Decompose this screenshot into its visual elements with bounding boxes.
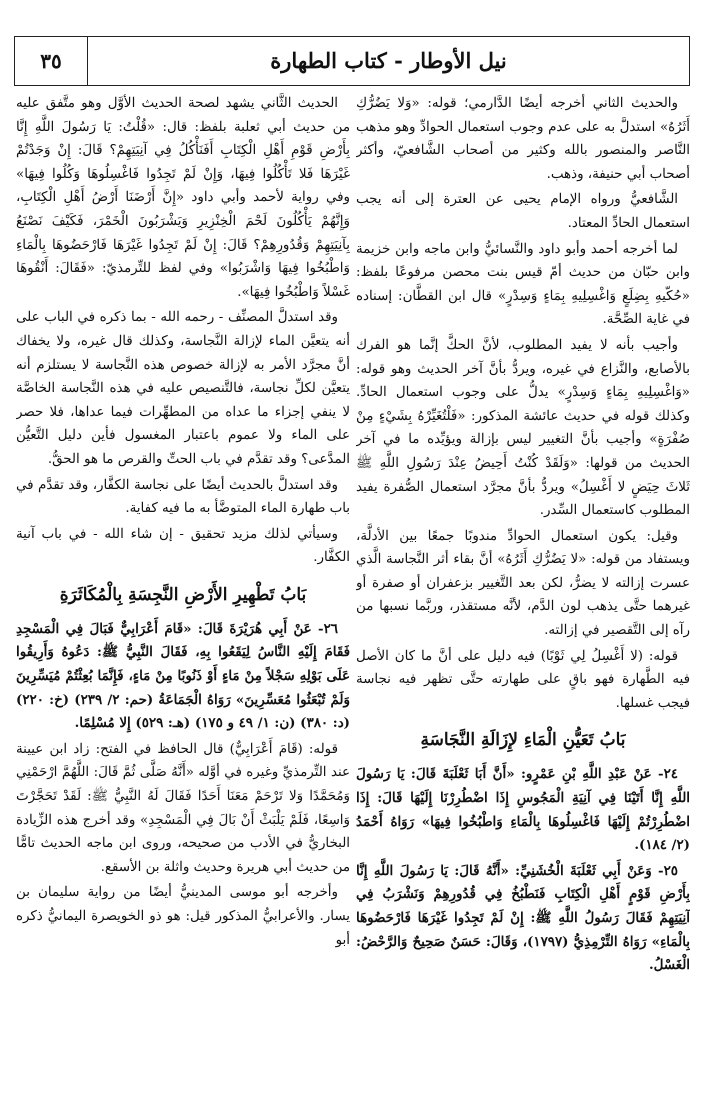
paragraph: وقيل: يكون استعمال الحوادِّ مندوبًا جمعًا بين الأدلَّة، ويستفاد من قوله: «لا يَضُرُّكِ أَثَرُهُ» أنَّ بقاء أثر النَّجاسة الَّذي عسرت إزالته لا يضرُّ، لكن بعد التَّغيير بزعفران أو صفرة أو غيرهما حتَّى يذهب لون الدَّم، لأنَّه مستقذر، وربَّما نسبها من رآه إلى التَّقصير في إزالته.: [356, 528, 690, 639]
running-title: نيل الأوطار - كتاب الطهارة: [87, 37, 689, 85]
hadith-26: ٢٦- عَنْ أَبِي هُرَيْرَةَ قَالَ: «قَامَ أَعْرَابِيٌّ فَبَالَ فِي الْمَسْجِدِ فَقَامَ إِلَيْهِ النَّاسُ لِيَقَعُوا بِهِ، فَقَالَ النَّبِيُّ ﷺ: دَعُوهُ وَأَرِيقُوا عَلَى بَوْلِهِ سَجْلاً مِنْ مَاءٍ أَوْ ذَنُوبًا مِنْ مَاءٍ، فَإِنَّمَا بُعِثْتُمْ مُيَسِّرِينَ وَلَمْ تُبْعَثُوا مُعَسِّرِينَ» رَوَاهُ الْجَمَاعَةُ (حم: ٢/ ٢٣٩) (خ: ٢٢٠) (د: ٣٨٠) (ن: ١/ ٤٩ و ١٧٥) (هـ: ٥٢٩) إِلا مُسْلِمًا.: [16, 620, 350, 732]
paragraph: وقد استدلَّ المصنِّف - رحمه الله - بما ذكره في الباب على أنه يتعيَّن الماء لإزالة النَّجاسة، وكذلك قال غيره، ولا يخفاك أنَّ مجرَّد الأمر به لإزالة خصوص هذه النَّجاسة لا يستلزم أنه يتعيَّن لكلِّ نجاسة، فالتَّنصيص عليه في هذه النَّجاسة الخاصَّة لا ينفي إجزاء ما عداه من المطهِّرات فيما عداها، فلا حصر على الماء ولا عموم باعتبار المغسول فأين دليل التَّعيُّن المدَّعى؟ وقد تقدَّم في باب الحتِّ والقرص ما هو الحقُّ.: [16, 310, 350, 467]
chapter-heading: بَابُ تَعَيُّنِ الْمَاءِ لإِزَالَةِ النَّجَاسَةِ: [420, 730, 626, 751]
page-header: [14, 36, 690, 86]
paragraph: وأجيب بأنه لا يفيد المطلوب، لأنَّ الحكَّ إنَّما هو الفرك بالأصابع، والنَّزاع في غيره، ويردُّ بأنَّ آخر الحديث وهو قوله: «وَاغْسِلِيهِ بِمَاءٍ وَسِدْرٍ» يدلُّ على وجوب استعمال الحادِّ. وكذلك قوله في حديث عائشة المذكور: «فَلْتُغَيِّرْهُ بِشَيْءٍ مِنْ صُفْرَةٍ» وأجيب بأنَّ التغيير ليس بإزالة ويؤيِّده ما في آخر الحديث من قولها: «وَلَقَدْ كُنْتُ أَحِيضُ عِنْدَ رَسُولِ اللَّهِ ﷺ ثَلاثَ حِيَضٍ لا أَغْسِلُ» ويردُّ بأنَّ مجرَّد استعمال الصُّفرة يفيد المطلوب كاستعمال السِّدر.: [356, 337, 690, 519]
paragraph: لما أخرجه أحمد وأبو داود والنَّسائيُّ وابن ماجه وابن خزيمة وابن حبّان من حديث أمّ قيس بنت محصن مرفوعًا بلفظ: «حُكّيهِ بِضِلَعٍ وَاغْسِلِيهِ بِمَاءٍ وَسِدْرٍ» قال ابن القطَّان: إسناده في غاية الصِّحَّة.: [356, 241, 690, 328]
paragraph: قوله: (لا أَغْسِلُ لِي ثَوْبًا) فيه دليل على أنَّ ما كان الأصل فيه الطَّهارة فهو باقٍ على طهارته حتَّى تظهر فيه نجاسة فيجب غسلها.: [356, 648, 690, 711]
page-number: ٣٥: [40, 49, 62, 73]
paragraph: قوله: (قَامَ أَعْرَابِيٌّ) قال الحافظ في الفتح: زاد ابن عيينة عند التِّرمذيِّ وغيره في أوَّله «أَنَّهُ صَلَّى ثُمَّ قَالَ: اللَّهُمَّ ارْحَمْنِي وَمُحَمَّدًا وَلا تَرْحَمْ مَعَنَا أَحَدًا فَقَالَ لَهُ النَّبِيُّ ﷺ: لَقَدْ تَحَجَّرْتَ وَاسِعًا، فَلَمْ يَلْبَثْ أَنْ بَالَ فِي الْمَسْجِدِ» وقد أخرج هذه الزِّيادة البخاريُّ في الأدب من صحيحه، وروى ابن ماجه الحديث تامًّا من حديث أبي هريرة وحديث واثلة بن الأسقع.: [16, 741, 350, 875]
hadith-25: ٢٥- وَعَنْ أَبِي ثَعْلَبَةَ الْخُشَنِيِّ: «أَنَّهُ قَالَ: يَا رَسُولَ اللَّهِ إِنَّا بِأَرْضِ قَوْمٍ أَهْلِ الْكِتَابِ فَنَطْبُخُ فِي قُدُورِهِمْ وَنَشْرَبُ فِي آنِيَتِهِمْ فَقَالَ رَسُولُ اللَّهِ ﷺ: إِنْ لَمْ تَجِدُوا غَيْرَهَا فَارْحَضُوهَا بِالْمَاءِ» رَوَاهُ التِّرْمِذِيُّ (١٧٩٧)، وَقَالَ: حَسَنٌ صَحِيحٌ وَالرَّحْضُ: الْغَسْلُ.: [356, 862, 690, 974]
right-column: [356, 92, 690, 1104]
paragraph: الشَّافعيُّ ورواه الإمام يحيى عن العترة إلى أنه يجب استعمال الحادِّ المعتاد.: [356, 192, 690, 231]
paragraph: الحديث الثَّاني يشهد لصحة الحديث الأوَّل وهو متَّفق عليه من حديث أبي ثعلبة بلفظ: قال: «قُلْتُ: يَا رَسُولَ اللَّهِ إِنَّا بِأَرْضِ قَوْمِ أَهْلِ الْكِتَابِ أَفَنَأْكُلُ فِي آنِيَتِهِمْ؟ قَالَ: إِنْ وَجَدْتُمْ غَيْرَهَا فَلا تَأْكُلُوا فِيهَا، وَإِنْ لَمْ تَجِدُوا فَاغْسِلُوهَا وَكُلُوا فِيهَا» وفي رواية لأحمد وأبي داود «إِنَّ أَرْضَنَا أَرْضُ أَهْلِ الْكِتَابِ، وَإِنَّهُمْ يَأْكُلُونَ لَحْمَ الْخِنْزِيرِ وَيَشْرَبُونَ الْخَمْرَ، فَكَيْفَ نَصْنَعُ بِآنِيَتِهِمْ وَقُدُورِهِمْ؟ قَالَ: إِنْ لَمْ تَجِدُوا غَيْرَهَا فَارْحَضُوهَا بِالْمَاءِ وَاطْبُخُوا فِيهَا وَاشْرَبُوا» وفي لفظ للتِّرمذيّ: «فَقَالَ: أَنْقُوهَا غَسْلاً وَاطْبُخُوا فِيهَا».: [16, 96, 350, 300]
left-column: [16, 92, 350, 1104]
paragraph: وقد استدلَّ بالحديث أيضًا على نجاسة الكفَّار، وقد تقدَّم في باب طهارة الماء المتوضَّأ به ما فيه كفاية.: [16, 477, 350, 517]
paragraph: وسيأتي لذلك مزيد تحقيق - إن شاء الله - في باب آنية الكفَّار.: [16, 526, 350, 566]
hadith-24: ٢٤- عَنْ عَبْدِ اللَّهِ بْنِ عَمْرٍو: «أَنَّ أَبَا ثَعْلَبَةَ قَالَ: يَا رَسُولَ اللَّهِ إِنَّا أَتَيْنَا فِي آنِيَةِ الْمَجُوسِ إِذَا اضْطُرِرْنَا إِلَيْهَا قَالَ: إِذَا اضْطُرِرْتُمْ إِلَيْهَا فَاغْسِلُوهَا بِالْمَاءِ وَاطْبُخُوا فِيهَا» رَوَاهُ أَحْمَدُ (٢/ ١٨٤).: [356, 766, 690, 854]
chapter-heading: بَابُ تَطْهِيرِ الأَرْضِ النَّجِسَةِ بِالْمُكَاثَرَةِ: [59, 584, 307, 605]
paragraph: وأخرجه أبو موسى المدينيُّ أيضًا من رواية سليمان بن يسار. والأعرابيُّ المذكور قيل: هو ذو الخويصرة اليمانيُّ ذكره أبو: [16, 885, 350, 948]
paragraph: والحديث الثاني أخرجه أيضًا الدَّارمي؛ قوله: «وَلا يَضُرُّكِ أَثَرُهُ» استدلَّ به على عدم وجوب استعمال الحوادِّ وهو مذهب النَّاصر والمنصور بالله وكثير من أصحاب الشَّافعيّ، وأكثر أصحاب أبي حنيفة، وذهب.: [356, 96, 690, 182]
